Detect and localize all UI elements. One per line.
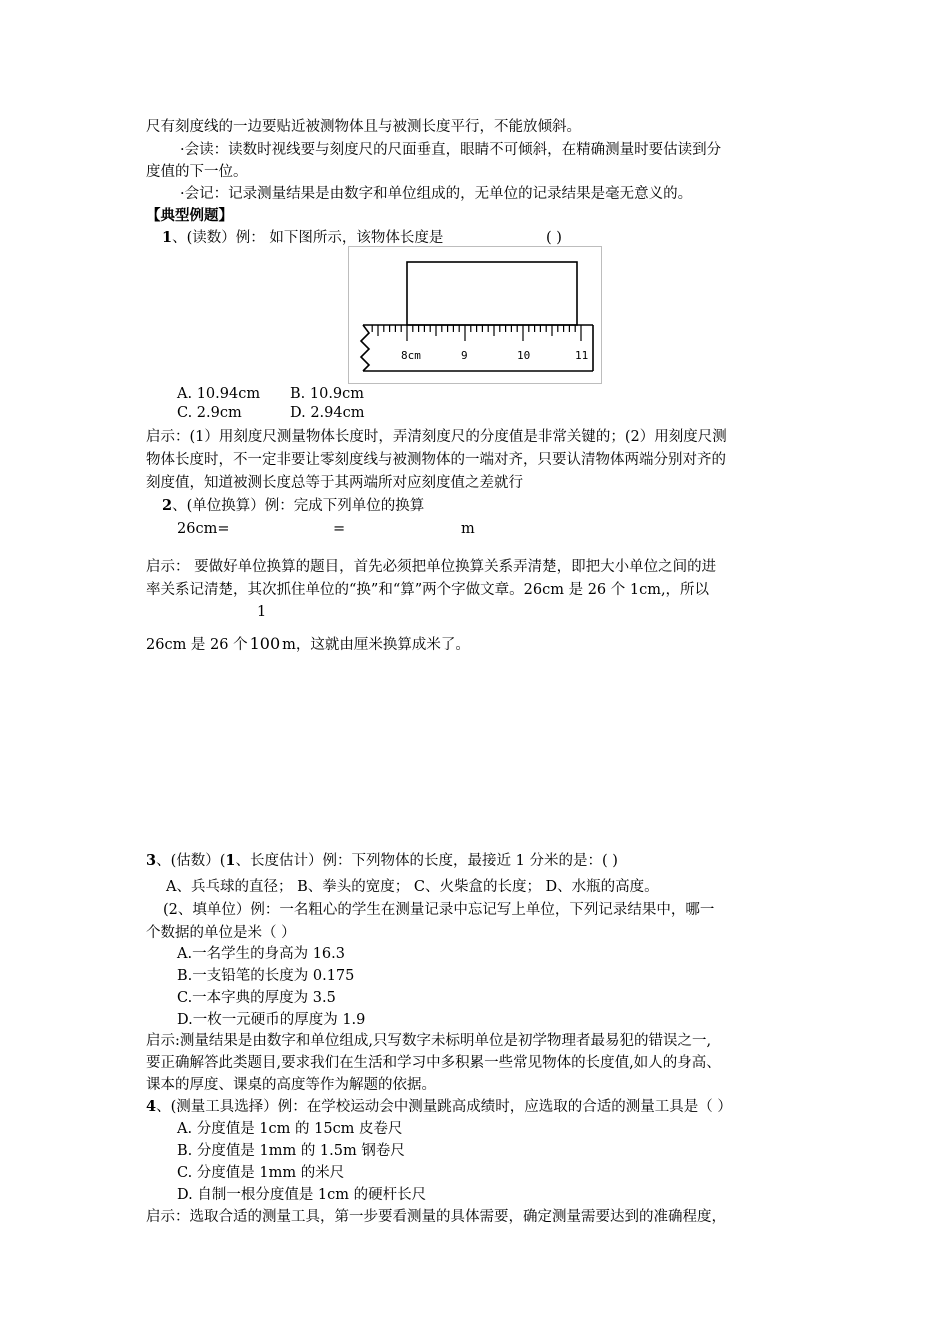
option-a: A. 10.94cm bbox=[177, 386, 261, 402]
ruler-figure bbox=[348, 246, 602, 384]
hint-line bbox=[146, 634, 470, 655]
hint-line: 启示：(1）用刻度尺测量物体长度时，弄清刻度尺的分度值是非常关键的；(2）用刻度尺测 bbox=[146, 429, 727, 445]
hint-line: 启示:测量结果是由数字和单位组成,只写数字未标明单位是初学物理者最易犯的错误之一, bbox=[146, 1033, 712, 1049]
ruler-label-10: 10 bbox=[517, 349, 531, 362]
option-d: D.一枚一元硬币的厚度为 1.9 bbox=[177, 1012, 366, 1028]
question-number: 1 bbox=[162, 229, 173, 246]
text-line: ·会读：读数时视线要与刻度尺的尺面垂直，眼睛不可倾斜，在精确测量时要估读到分 bbox=[180, 142, 722, 158]
hint-line: 课本的厚度、课桌的高度等作为解题的依据。 bbox=[146, 1077, 436, 1093]
ruler-diagram bbox=[349, 247, 601, 383]
hint-line: 刻度值，知道被测长度总等于其两端所对应刻度值之差就行 bbox=[146, 475, 523, 491]
section-heading: 【典型例题】 bbox=[146, 207, 233, 224]
hint-line: 启示：选取合适的测量工具，第一步要看测量的具体需要，确定测量需要达到的准确程度， bbox=[146, 1209, 726, 1225]
ruler-label-8cm: 8cm bbox=[401, 349, 421, 362]
option-d: D. 2.94cm bbox=[290, 405, 365, 421]
question-1 bbox=[162, 228, 443, 248]
conversion-unit: m bbox=[461, 521, 475, 537]
option-b: B.一支铅笔的长度为 0.175 bbox=[177, 968, 355, 984]
text-line: ·会记：记录测量结果是由数字和单位组成的，无单位的记录结果是毫无意义的。 bbox=[180, 186, 693, 202]
hint-text: 26cm 是 26 个 bbox=[146, 637, 248, 653]
ruler-label-11: 11 bbox=[575, 349, 589, 362]
question-text: 、(单位换算）例：完成下列单位的换算 bbox=[172, 498, 425, 514]
question-text: (2、填单位）例：一名粗心的学生在测量记录中忘记写上单位，下列记录结果中，哪一 bbox=[163, 902, 715, 918]
measured-object bbox=[407, 262, 577, 325]
option-a: A. 分度值是 1cm 的 15cm 皮卷尺 bbox=[177, 1121, 403, 1137]
hint-line: 物体长度时，不一定非要让零刻度线与被测物体的一端对齐，只要认清物体两端分别对齐的 bbox=[146, 452, 726, 468]
question-options: A、兵乓球的直径； B、拳头的宽度； C、火柴盒的长度； D、水瓶的高度。 bbox=[166, 879, 659, 895]
question-number: 2 bbox=[162, 497, 173, 514]
option-c: C. 分度值是 1mm 的米尺 bbox=[177, 1165, 345, 1181]
conversion-left: 26cm= bbox=[177, 521, 230, 537]
question-text: 个数据的单位是米（ ） bbox=[146, 925, 296, 941]
ruler-ticks bbox=[372, 325, 581, 341]
option-b: B. 10.9cm bbox=[290, 386, 365, 402]
option-c: C.一本字典的厚度为 3.5 bbox=[177, 990, 336, 1006]
question-number: 4 bbox=[146, 1098, 157, 1115]
fraction-numerator: 1 bbox=[257, 604, 267, 620]
question-4 bbox=[146, 1097, 732, 1117]
ruler-break-mark bbox=[361, 325, 369, 371]
question-3 bbox=[146, 851, 618, 871]
question-text: 、(测量工具选择）例：在学校运动会中测量跳高成绩时，应选取的合适的测量工具是（ ） bbox=[156, 1099, 732, 1115]
option-d: D. 自制一根分度值是 1cm 的硬杆长尺 bbox=[177, 1187, 427, 1203]
hint-line: 要正确解答此类题目,要求我们在生活和学习中多积累一些常见物体的长度值,如人的身高、 bbox=[146, 1055, 721, 1071]
option-c: C. 2.9cm bbox=[177, 405, 242, 421]
hint-text: m，这就由厘米换算成米了。 bbox=[282, 637, 470, 653]
conversion-equals: = bbox=[333, 521, 346, 537]
question-2 bbox=[162, 496, 424, 516]
option-a: A.一名学生的身高为 16.3 bbox=[177, 946, 345, 962]
fraction-denominator: 100 bbox=[249, 634, 281, 653]
option-b: B. 分度值是 1mm 的 1.5m 钢卷尺 bbox=[177, 1143, 405, 1159]
hint-line: 率关系记清楚，其次抓住单位的“换”和“算”两个字做文章。26cm 是 26 个 1cm,，所以 bbox=[146, 582, 710, 598]
text-line: 度值的下一位。 bbox=[146, 164, 248, 180]
ruler-label-9: 9 bbox=[461, 349, 468, 362]
text-line: 尺有刻度线的一边要贴近被测物体且与被测长度平行，不能放倾斜。 bbox=[146, 119, 581, 135]
sub-question-number: 1 bbox=[225, 852, 236, 869]
question-text: 、(读数）例： 如下图所示，该物体长度是 bbox=[172, 230, 444, 246]
answer-paren: ( ) bbox=[546, 230, 562, 246]
question-text: 、(估数）( bbox=[156, 853, 226, 869]
hint-line: 启示： 要做好单位换算的题目，首先必须把单位换算关系弄清楚，即把大小单位之间的进 bbox=[146, 559, 717, 575]
question-text: 、长度估计）例：下列物体的长度，最接近 1 分米的是：( ) bbox=[235, 853, 618, 869]
question-number: 3 bbox=[146, 852, 157, 869]
